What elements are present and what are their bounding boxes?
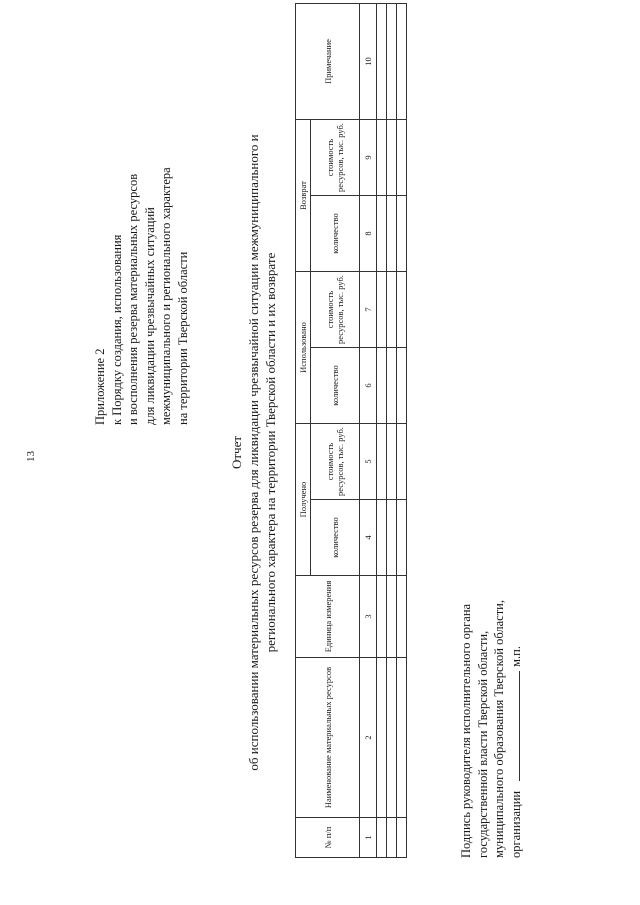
signature-block <box>458 428 524 858</box>
column-number: 8 <box>360 196 377 272</box>
table-cell <box>397 348 407 424</box>
table-cell <box>397 818 407 858</box>
header-name: Наименование материальных ресурсов <box>296 658 360 818</box>
table-cell <box>377 576 387 658</box>
column-number: 4 <box>360 500 377 576</box>
report-title: Отчет <box>229 435 244 470</box>
header-received: Получено <box>296 424 311 576</box>
table-cell <box>377 500 387 576</box>
table-cell <box>387 424 397 500</box>
table-cell <box>387 500 397 576</box>
table-cell <box>377 424 387 500</box>
table-cell <box>397 120 407 196</box>
table-cell <box>377 348 387 424</box>
header-unit: Единица измерения <box>296 576 360 658</box>
subheader-cost: стоимость ресурсов, тыс. руб. <box>311 120 360 196</box>
report-table <box>295 3 407 858</box>
column-number: 5 <box>360 424 377 500</box>
table-cell <box>397 4 407 120</box>
page-number: 13 <box>25 451 37 462</box>
signature-line: Подпись руководителя исполнительного органа <box>459 603 473 858</box>
column-number: 6 <box>360 348 377 424</box>
table-cell <box>377 658 387 818</box>
table-cell <box>397 500 407 576</box>
table-row <box>397 4 407 858</box>
column-number: 10 <box>360 4 377 120</box>
table-row <box>387 4 397 858</box>
appendix-line: к Порядку создания, использования <box>109 234 124 425</box>
appendix-line: Приложение 2 <box>93 348 107 425</box>
column-number: 3 <box>360 576 377 658</box>
signature-line: государственной власти Тверской области, <box>475 630 490 858</box>
appendix-line: межмуниципального и регионального характера <box>159 167 173 425</box>
table-cell <box>387 4 397 120</box>
appendix-line: для ликвидации чрезвычайных ситуаций <box>142 207 157 425</box>
table-cell <box>387 272 397 348</box>
table-cell <box>377 196 387 272</box>
header-no: № п/п <box>296 818 360 858</box>
subheader-cost: стоимость ресурсов, тыс. руб. <box>311 424 360 500</box>
table-cell <box>397 272 407 348</box>
stamp-place: м.п. <box>508 646 523 667</box>
subheader-quantity: количество <box>311 196 360 272</box>
table-cell <box>397 576 407 658</box>
subheader-quantity: количество <box>311 500 360 576</box>
header-note: Примечание <box>296 4 360 120</box>
table-cell <box>377 818 387 858</box>
appendix-line: на территории Тверской области <box>175 251 190 425</box>
table-cell <box>387 348 397 424</box>
table-cell <box>387 196 397 272</box>
report-subtitle-line: об использовании материальных ресурсов резерва для ликвидации чрезвычайной ситуации межмуниципального и <box>246 134 261 771</box>
column-number: 9 <box>360 120 377 196</box>
signature-blank-line <box>519 671 520 781</box>
column-number: 7 <box>360 272 377 348</box>
header-used: Использовано <box>296 272 311 424</box>
table-cell <box>387 120 397 196</box>
appendix-line: и восполнения резерва материальных ресурсов <box>126 173 140 425</box>
signature-line: муниципального образования Тверской области, <box>492 600 506 858</box>
table-cell <box>387 658 397 818</box>
subheader-cost: стоимость ресурсов, тыс. руб. <box>311 272 360 348</box>
table-cell <box>387 818 397 858</box>
column-number: 1 <box>360 818 377 858</box>
table-cell <box>377 120 387 196</box>
table-cell <box>397 196 407 272</box>
report-title-block <box>228 0 279 905</box>
table-cell <box>397 424 407 500</box>
signature-organization: организации <box>508 790 523 858</box>
table-cell <box>377 272 387 348</box>
column-number: 2 <box>360 658 377 818</box>
table-row <box>377 4 387 858</box>
report-subtitle-line: регионального характера на территории Тверской области и их возврате <box>263 252 278 653</box>
table-header-row <box>296 4 311 858</box>
appendix-heading <box>92 5 191 425</box>
table-cell <box>397 658 407 818</box>
column-number-row <box>360 4 377 858</box>
signature-line <box>508 428 525 858</box>
table-cell <box>387 576 397 658</box>
subheader-quantity: количество <box>311 348 360 424</box>
table-cell <box>377 4 387 120</box>
header-returned: Возврат <box>296 120 311 272</box>
